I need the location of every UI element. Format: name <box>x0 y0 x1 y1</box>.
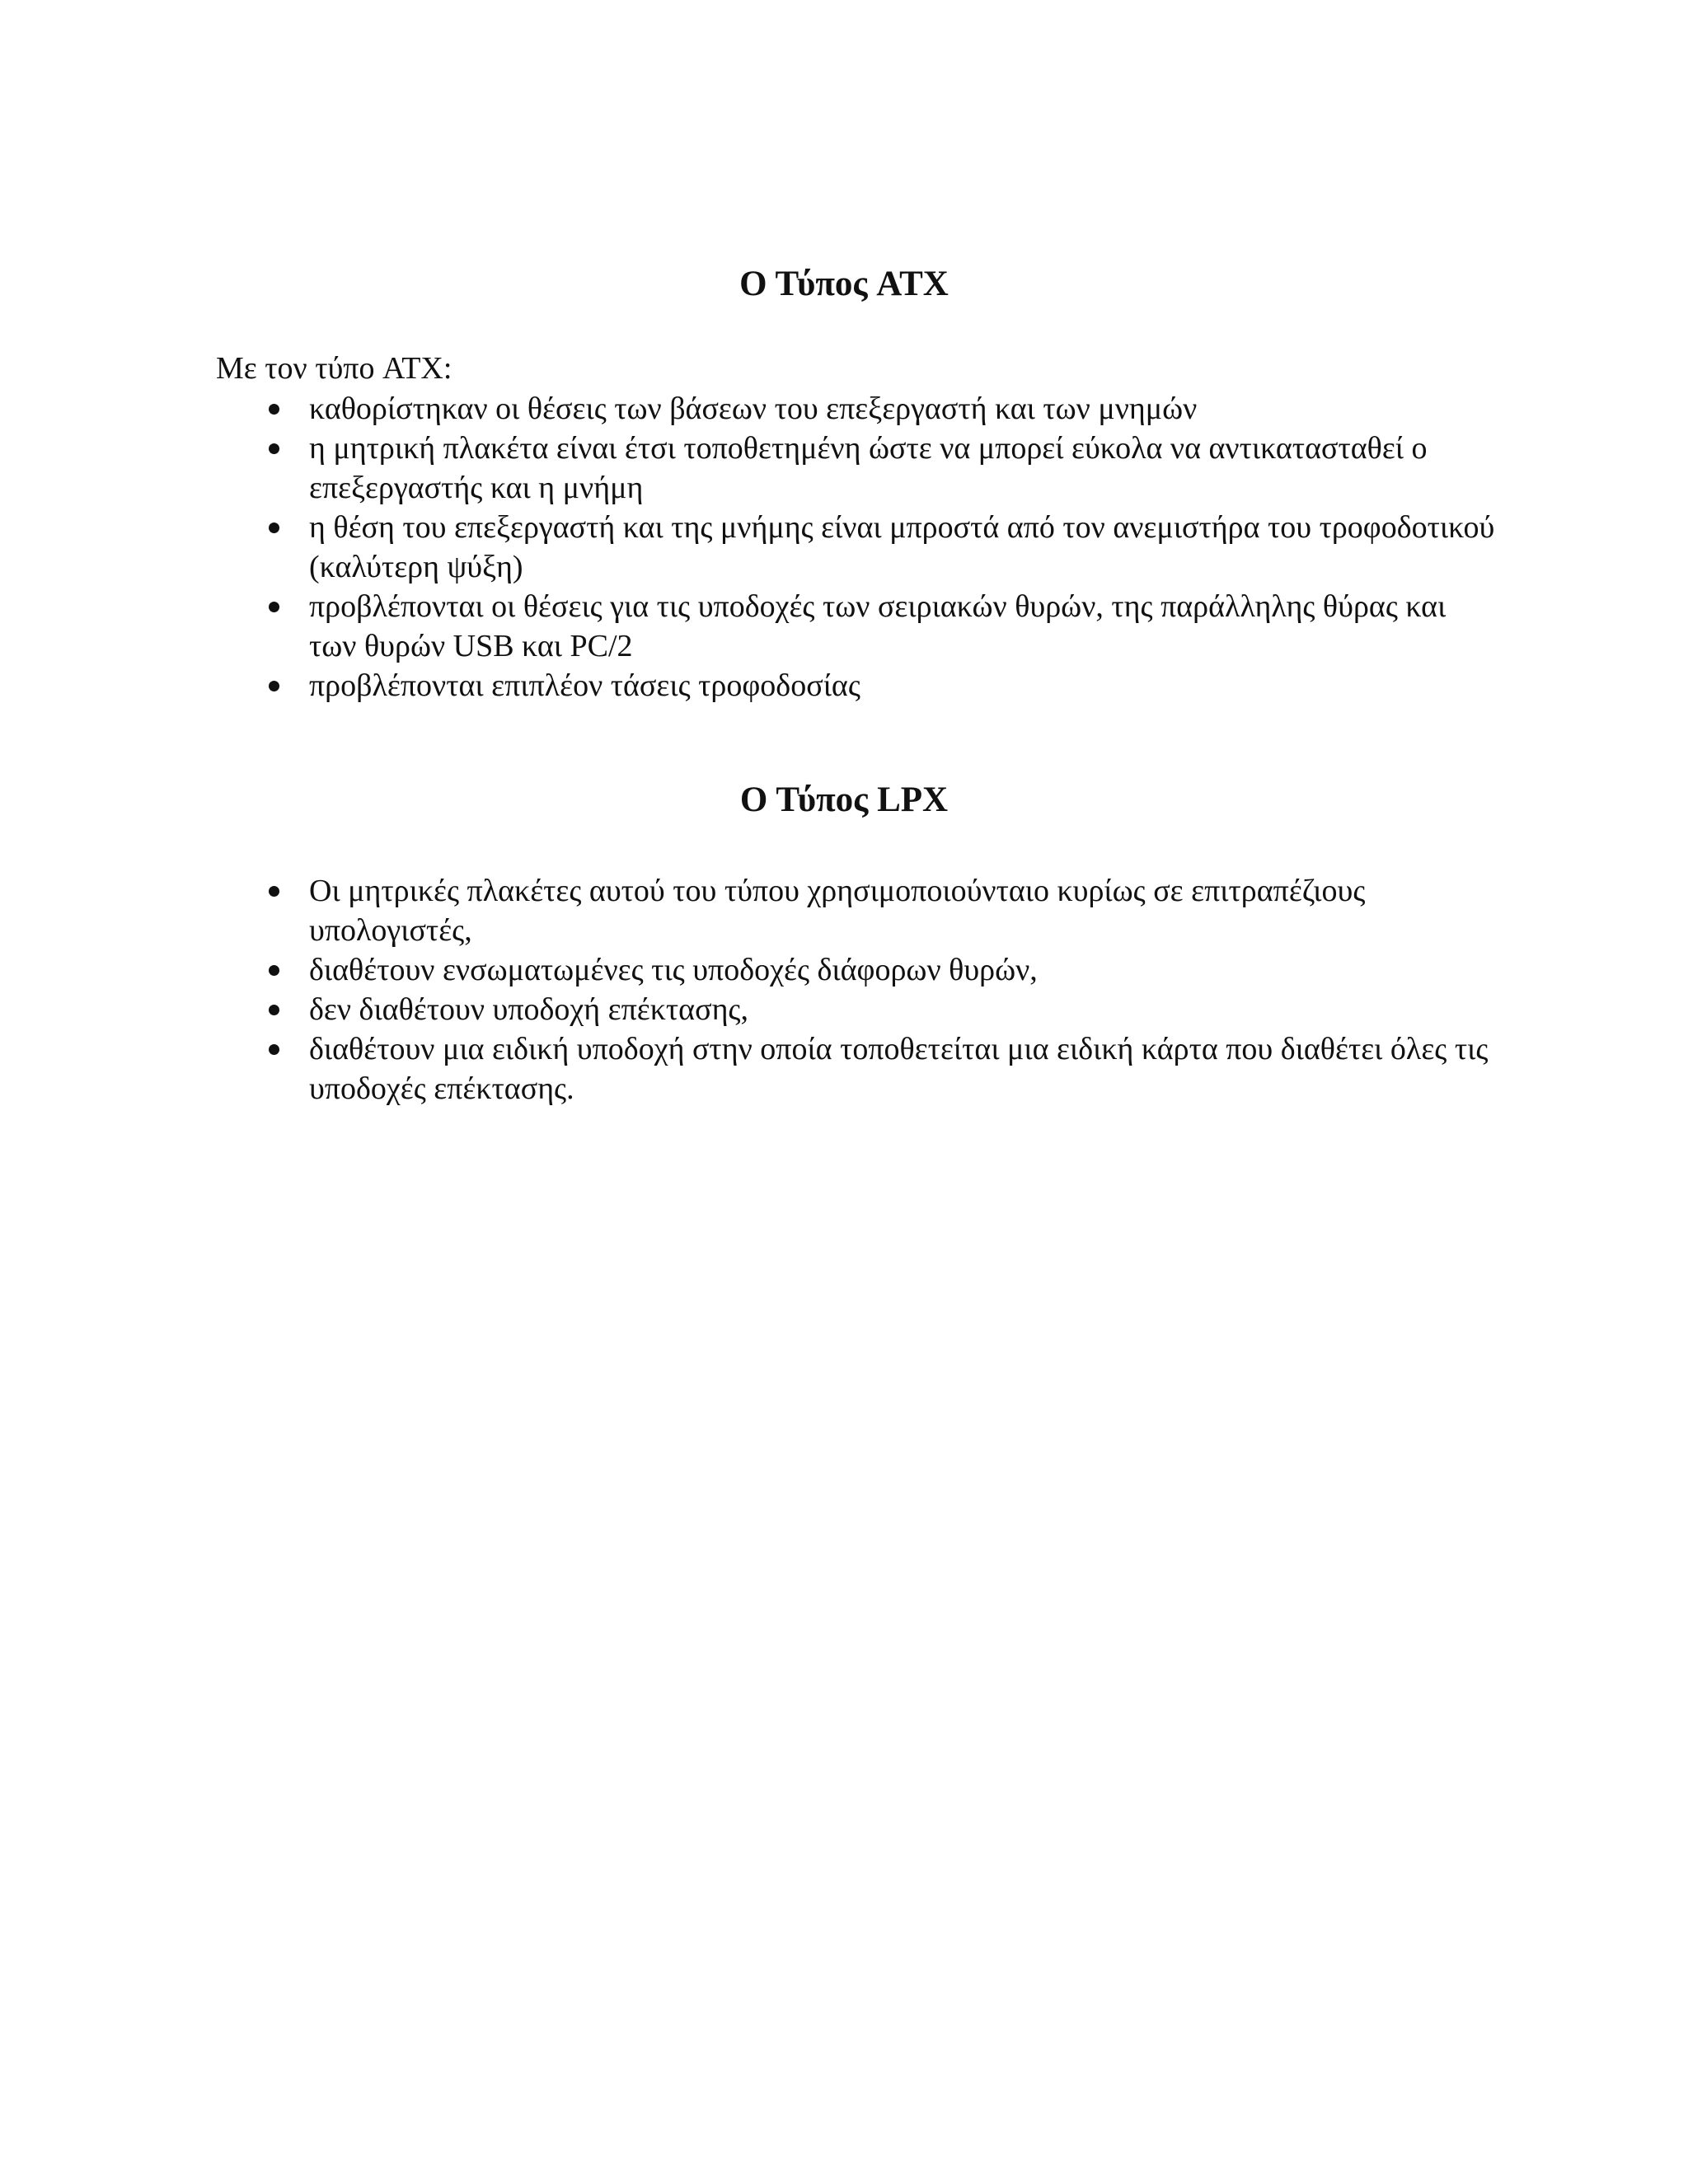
list-item <box>0 1029 1496 1108</box>
bullet-icon <box>269 443 279 454</box>
lpx-bullet-list <box>0 871 1688 1108</box>
list-item-text: Οι μητρικές πλακέτες αυτού του τύπου χρησιμοποιούνταιο κυρίως σε επιτραπέζιους υπολογιστές, <box>309 874 1366 948</box>
list-item-text: η μητρική πλακέτα είναι έτσι τοποθετημένη ώστε να μπορεί εύκολα να αντικατασταθεί ο επεξεργαστής και η μνήμη <box>309 431 1428 505</box>
atx-bullet-list <box>0 389 1688 705</box>
atx-intro: Με τον τύπο ATX: <box>216 351 452 386</box>
list-item-text: διαθέτουν μια ειδική υποδοχή στην οποία τοποθετείται μια ειδική κάρτα που διαθέτει όλες τις υποδοχές επέκτασης. <box>309 1032 1489 1106</box>
bullet-icon <box>269 886 279 897</box>
section-heading-atx: Ο Τύπος ATX <box>739 265 949 303</box>
list-item-text: προβλέπονται επιπλέον τάσεις τροφοδοσίας <box>309 668 860 703</box>
bullet-icon <box>269 523 279 533</box>
section-heading-lpx: Ο Τύπος LPX <box>739 780 949 819</box>
list-item <box>0 990 1496 1029</box>
list-item <box>0 429 1496 508</box>
list-item-text: προβλέπονται οι θέσεις για τις υποδοχές των σειριακών θυρών, της παράλληλης θύρας και των θυρών USB και PC/2 <box>309 589 1447 663</box>
list-item <box>0 587 1496 666</box>
bullet-icon <box>269 404 279 415</box>
list-item-text: η θέση του επεξεργαστή και της μνήμης είναι μπροστά από τον ανεμιστήρα του τροφοδοτικού (καλύτερη ψύξη) <box>309 510 1495 584</box>
list-item-text: καθορίστηκαν οι θέσεις των βάσεων του επεξεργαστή και των μνημών <box>309 391 1198 426</box>
bullet-icon <box>269 1044 279 1055</box>
list-item <box>0 389 1496 429</box>
list-item <box>0 871 1496 950</box>
bullet-icon <box>269 965 279 976</box>
list-item <box>0 666 1496 705</box>
bullet-icon <box>269 681 279 691</box>
list-item <box>0 950 1496 990</box>
bullet-icon <box>269 602 279 612</box>
list-item <box>0 508 1496 587</box>
bullet-icon <box>269 1005 279 1015</box>
list-item-text: διαθέτουν ενσωματωμένες τις υποδοχές διάφορων θυρών, <box>309 953 1038 987</box>
list-item-text: δεν διαθέτουν υποδοχή επέκτασης, <box>309 992 748 1027</box>
